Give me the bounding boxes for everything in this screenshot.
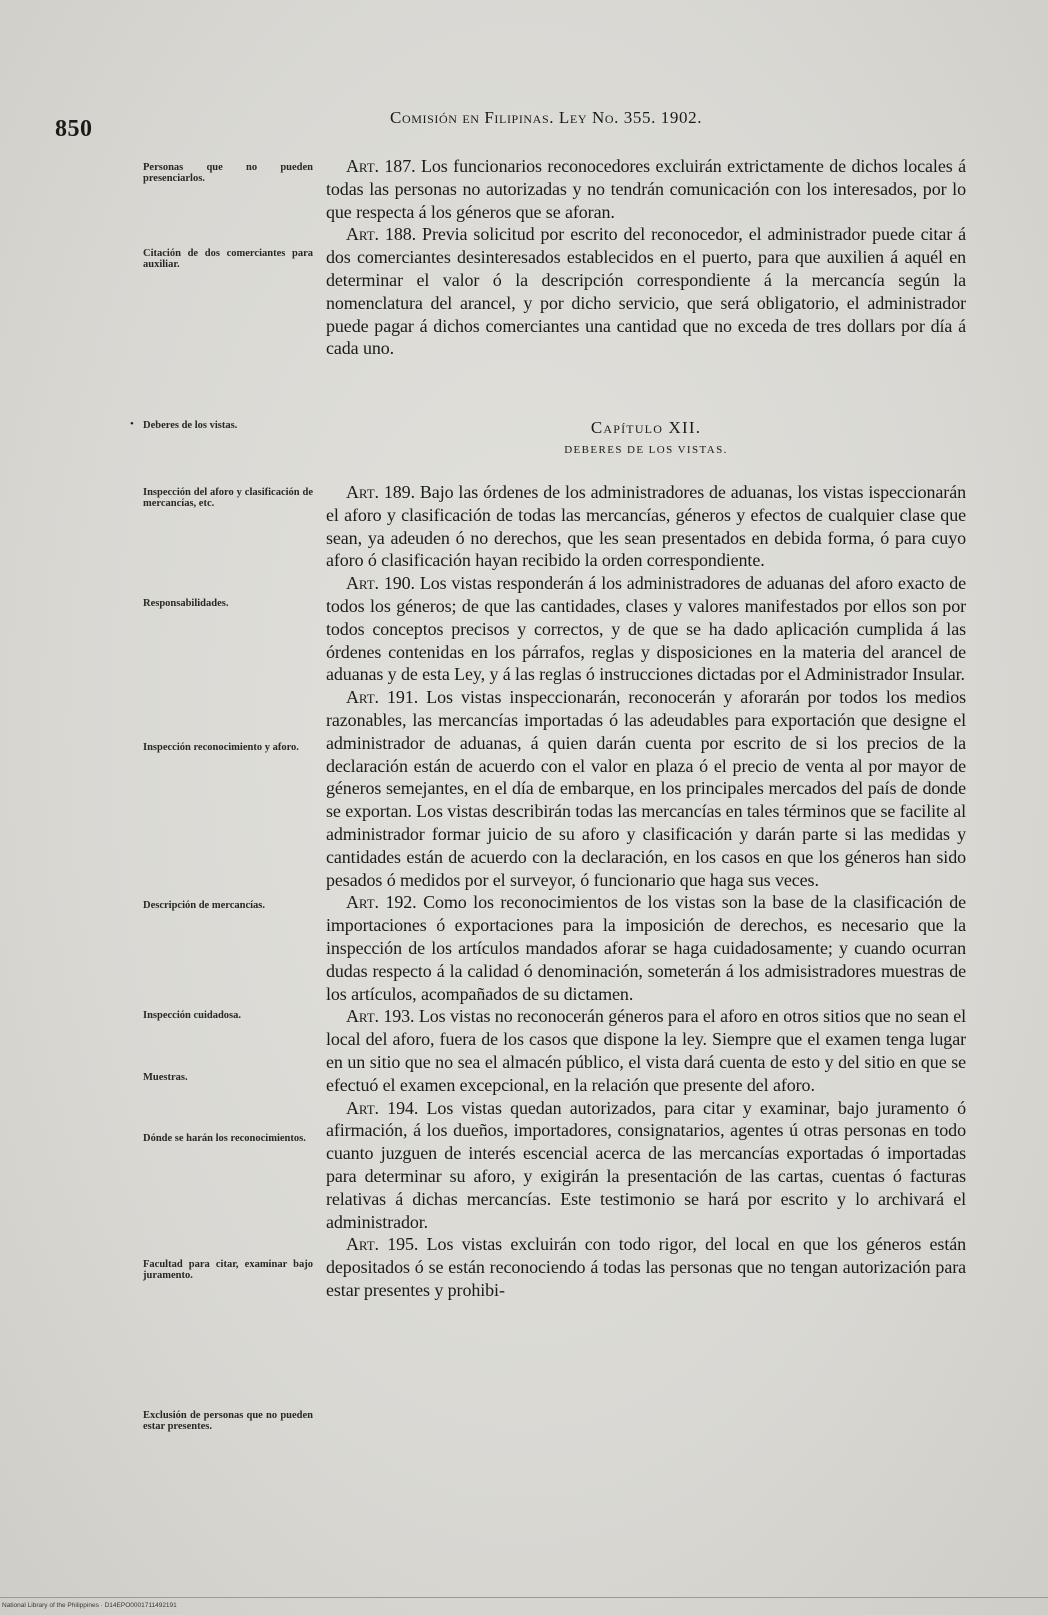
margin-note-inspeccion-aforo: Inspección del aforo y clasificación de mercancías, etc. (143, 487, 313, 509)
margin-note-exclusion: Exclusión de personas que no pueden estar presentes. (143, 1410, 313, 1432)
article-label: Art. 193. (346, 1006, 415, 1027)
article-label: Art. 192. (346, 892, 417, 913)
bullet-mark: • (130, 418, 134, 430)
article-text: Los vistas responderán á los administradores de aduanas del aforo exacto de todos los géneros; de que las cantidades, clases y valores manifestados por ellos son por todos conceptos precisos y correctos, y de que se ha dado aplicación cumplida á las órdenes contenidas en los párrafos, reglas y disposiciones en la materia del arancel de aduanas y de esta Ley, y á las reglas ó instrucciones dictadas por el Administrador Insular. (326, 573, 966, 685)
article-text: Los funcionarios reconocedores excluirán extrictamente de dichos locales á todas las personas no autorizadas y no tendrán comunicación con los interesados, por lo que respecta á los géneros que se aforan. (326, 156, 966, 222)
chapter-title: Capítulo XII. (590, 418, 702, 437)
library-footer: National Library of the Philippines · D14EPO0001711492191 (2, 1602, 177, 1609)
page-bottom-edge (0, 1597, 1048, 1598)
article-text: Los vistas excluirán con todo rigor, del local en que los géneros están depositados ó se están reconociendo á todas las personas que no tengan autorización para estar presentes y prohibi- (326, 1234, 967, 1300)
margin-note-donde: Dónde se harán los reconocimientos. (143, 1133, 306, 1144)
article-text: Como los reconocimientos de los vistas son la base de la clasificación de importaciones ó exportaciones para la imposición de derechos, es necesario que la inspección de los artículos mandados aforar se haga cuidadosamente; y cuando ocurran dudas respecto á la calidad ó denominación, someterán á los admisistradores muestras de los artículos, acompañados de su dictamen. (326, 892, 966, 1004)
article-195 (326, 1233, 966, 1301)
article-label: Art. 194. (346, 1097, 419, 1118)
margin-note-responsabilidades: Responsabilidades. (143, 598, 229, 609)
article-label: Art. 187. (346, 156, 416, 176)
article-194 (326, 1097, 966, 1234)
article-label: Art. 191. (346, 687, 419, 708)
margin-note-inspeccion-cuidadosa: Inspección cuidadosa. (143, 1010, 242, 1021)
article-text: Previa solicitud por escrito del reconocedor, el administrador puede citar á dos comerciantes desinteresados establecidos en el puerto, para que auxilien á aquél en determinar el valor ó la descripción correspondiente á la mercancía según la nomenclatura del arancel, y por dicho servicio, que será obligatorio, el administrador puede pagar á dichos comerciantes una cantidad que no exceda de tres dollars por día á cada uno. (326, 224, 966, 359)
article-text: Los vistas quedan autorizados, para citar y examinar, bajo juramento ó afirmación, á los dueños, importadores, consignatarios, agentes ú otras personas en todo cuanto juzguen de interés escencial acerca de las mercancías exportadas ó importadas para determinar su aforo, y exigirán la presentación de las cartas, cuentas ó facturas relativas á dichas mercancías. Este testimonio se hará por escrito y lo archivará el administrador. (326, 1097, 967, 1232)
article-label: Art. 188. (346, 224, 417, 245)
margin-note-descripcion: Descripción de mercancías. (143, 900, 265, 911)
running-head: Comisión en Filipinas. Ley No. 355. 1902. (390, 108, 703, 127)
article-190 (326, 572, 966, 686)
article-text: Los vistas no reconocerán géneros para el aforo en otros sitios que no sean el local del aforo, fuera de los casos que dispone la ley. Siempre que el examen tenga lugar en un sitio que no sea el almacén público, el vista dará cuenta de esto y del sitio en que se efectuó el examen excepcional, en la relación que presente del aforo. (326, 1006, 967, 1095)
margin-note-inspeccion-reconocimiento: Inspección reconocimiento y aforo. (143, 742, 299, 753)
article-192 (326, 891, 966, 1005)
article-label: Art. 190. (346, 573, 415, 594)
article-193 (326, 1005, 966, 1096)
article-text: Bajo las órdenes de los administradores de aduanas, los vistas ispeccionarán el aforo y clasificación de todas las mercancías, géneros y efectos de cualquier clase que sean, ya adeuden ó no derechos, que les sean presentados en debida forma, ó para cuyo aforo ó clasificación hayan recibido la orden correspondiente. (326, 482, 966, 571)
article-191 (326, 686, 966, 891)
chapter-subtitle: DEBERES DE LOS VISTAS. (564, 444, 728, 456)
margin-note-facultad: Facultad para citar, examinar bajo juramento. (143, 1259, 313, 1281)
article-text: Los vistas inspeccionarán, reconocerán y aforarán por todos los medios razonables, las mercancías importadas ó las adeudables para exportación que designe el administrador de aduanas, á quien darán cuenta por escrito de si los precios de la declaración están de acuerdo con el valor en plaza ó el precio de venta al por mayor de géneros semejantes, en el día de embarque, en los principales mercados del país de donde se exportan. Los vistas describirán todas las mercancías en tales términos que se facilite al administrador formar juicio de su aforo y clasificación y darán parte si las medidas y cantidades están de acuerdo con la declaración, en los casos en que los géneros han sido pesados ó medidos por el surveyor, ó funcionario que haga sus veces. (326, 687, 967, 890)
margin-note-deberes: Deberes de los vistas. (143, 420, 238, 431)
articles-block-2 (326, 481, 966, 1302)
margin-note-personas: Personas que no pueden presenciarlos. (143, 162, 313, 184)
article-187 (326, 155, 966, 223)
article-188 (326, 223, 966, 360)
article-label: Art. 189. (346, 482, 415, 502)
margin-note-citacion: Citación de dos comerciantes para auxiliar. (143, 248, 313, 270)
margin-note-muestras: Muestras. (143, 1072, 188, 1083)
page-number: 850 (55, 116, 93, 142)
article-189 (326, 481, 966, 572)
article-label: Art. 195. (346, 1234, 419, 1255)
articles-block-1 (326, 155, 966, 360)
